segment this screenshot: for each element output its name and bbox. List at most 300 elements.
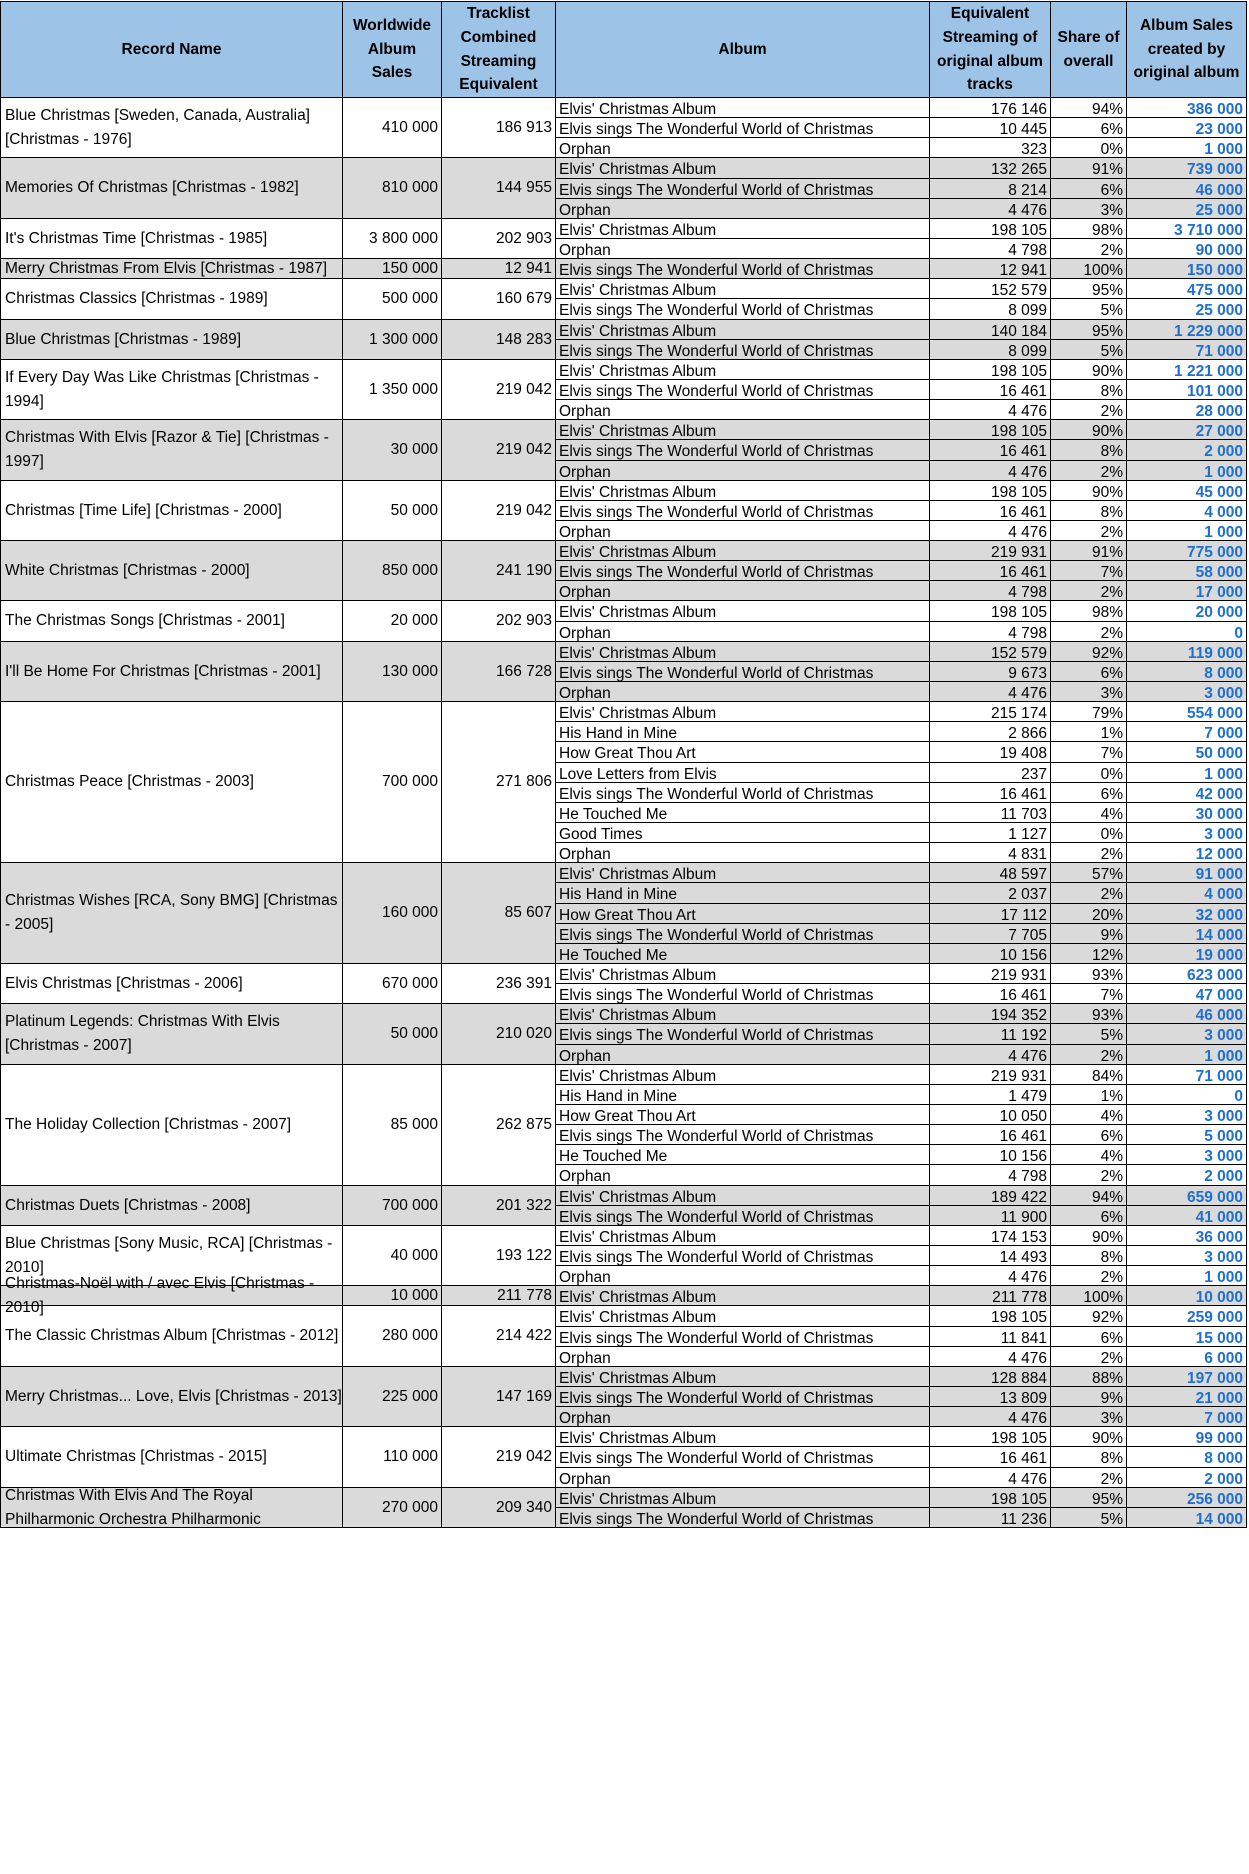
worldwide-album-sales: 85 000 [343,1065,442,1186]
album-sales-created: 14 000 [1127,924,1247,944]
equivalent-streaming: 10 445 [930,118,1051,138]
album-name: Elvis sings The Wonderful World of Christmas [556,1387,930,1407]
album-sales-created: 623 000 [1127,964,1247,984]
worldwide-album-sales: 270 000 [343,1488,442,1528]
album-sales-created: 46 000 [1127,1004,1247,1024]
album-sales-created: 42 000 [1127,783,1247,803]
combined-streaming-equivalent: 241 190 [442,541,556,601]
album-name: Good Times [556,823,930,843]
worldwide-album-sales: 225 000 [343,1367,442,1427]
share-of-overall: 2% [1051,521,1127,541]
worldwide-album-sales: 110 000 [343,1427,442,1488]
share-of-overall: 6% [1051,1206,1127,1226]
album-name: Elvis' Christmas Album [556,541,930,561]
album-sales-created: 1 000 [1127,521,1247,541]
share-of-overall: 3% [1051,1407,1127,1427]
record-name: Christmas Duets [Christmas - 2008] [0,1186,343,1226]
album-name: Elvis sings The Wonderful World of Christmas [556,1125,930,1145]
share-of-overall: 98% [1051,601,1127,622]
share-of-overall: 4% [1051,1105,1127,1125]
album-sales-created: 23 000 [1127,118,1247,138]
equivalent-streaming: 16 461 [930,1125,1051,1145]
album-name: How Great Thou Art [556,904,930,924]
album-sales-created: 4 000 [1127,883,1247,904]
record-name: Blue Christmas [Christmas - 1989] [0,320,343,360]
equivalent-streaming: 14 493 [930,1246,1051,1266]
share-of-overall: 2% [1051,1468,1127,1488]
album-sales-created: 50 000 [1127,742,1247,763]
worldwide-album-sales: 130 000 [343,642,442,702]
combined-streaming-equivalent: 202 903 [442,219,556,259]
share-of-overall: 90% [1051,1427,1127,1447]
album-sales-created: 775 000 [1127,541,1247,561]
album-name: Elvis sings The Wonderful World of Christmas [556,783,930,803]
worldwide-album-sales: 160 000 [343,863,442,964]
share-of-overall: 5% [1051,1024,1127,1045]
share-of-overall: 98% [1051,219,1127,239]
album-name: Elvis' Christmas Album [556,1306,930,1327]
album-name: He Touched Me [556,803,930,823]
equivalent-streaming: 237 [930,763,1051,783]
header-equivalent-streaming: Equivalent Streaming of original album tracks [930,1,1051,98]
record-name: The Christmas Songs [Christmas - 2001] [0,601,343,642]
record-name: Elvis Christmas [Christmas - 2006] [0,964,343,1004]
share-of-overall: 0% [1051,138,1127,158]
album-name: Elvis' Christmas Album [556,642,930,662]
share-of-overall: 7% [1051,742,1127,763]
album-name: Elvis sings The Wonderful World of Christmas [556,662,930,682]
share-of-overall: 92% [1051,642,1127,662]
album-name: He Touched Me [556,1145,930,1165]
share-of-overall: 93% [1051,964,1127,984]
equivalent-streaming: 12 941 [930,259,1051,279]
equivalent-streaming: 16 461 [930,440,1051,461]
record-name: Blue Christmas [Sony Music, RCA] [Christmas - 2010] [0,1226,343,1286]
record-name: Merry Christmas From Elvis [Christmas - 1987] [0,259,343,279]
combined-streaming-equivalent: 144 955 [442,158,556,219]
share-of-overall: 2% [1051,581,1127,601]
equivalent-streaming: 198 105 [930,420,1051,440]
album-sales-created: 27 000 [1127,420,1247,440]
equivalent-streaming: 152 579 [930,642,1051,662]
album-sales-created: 3 000 [1127,1105,1247,1125]
album-sales-created: 150 000 [1127,259,1247,279]
share-of-overall: 2% [1051,622,1127,642]
share-of-overall: 6% [1051,1327,1127,1347]
album-sales-created: 259 000 [1127,1306,1247,1327]
album-sales-created: 19 000 [1127,944,1247,964]
share-of-overall: 4% [1051,1145,1127,1165]
worldwide-album-sales: 280 000 [343,1306,442,1367]
album-name: Elvis sings The Wonderful World of Christmas [556,179,930,199]
album-name: Elvis' Christmas Album [556,481,930,501]
share-of-overall: 3% [1051,682,1127,702]
album-sales-created: 1 000 [1127,1266,1247,1286]
record-name: The Classic Christmas Album [Christmas - 2012] [0,1306,343,1367]
record-name: Christmas Wishes [RCA, Sony BMG] [Christmas - 2005] [0,863,343,964]
combined-streaming-equivalent: 219 042 [442,481,556,541]
share-of-overall: 57% [1051,863,1127,883]
equivalent-streaming: 198 105 [930,481,1051,501]
album-sales-created: 1 229 000 [1127,320,1247,340]
equivalent-streaming: 4 476 [930,1407,1051,1427]
album-sales-created: 20 000 [1127,601,1247,622]
worldwide-album-sales: 410 000 [343,98,442,158]
album-sales-created: 36 000 [1127,1226,1247,1246]
album-name: Elvis sings The Wonderful World of Christmas [556,299,930,320]
equivalent-streaming: 198 105 [930,360,1051,380]
equivalent-streaming: 4 476 [930,1266,1051,1286]
equivalent-streaming: 8 099 [930,299,1051,320]
record-name: Memories Of Christmas [Christmas - 1982] [0,158,343,219]
header-share: Share of overall [1051,1,1127,98]
album-sales-created: 1 000 [1127,138,1247,158]
equivalent-streaming: 140 184 [930,320,1051,340]
share-of-overall: 6% [1051,662,1127,682]
album-sales-created: 475 000 [1127,279,1247,299]
record-name: Christmas With Elvis [Razor & Tie] [Christmas - 1997] [0,420,343,481]
equivalent-streaming: 11 192 [930,1024,1051,1045]
album-sales-created: 17 000 [1127,581,1247,601]
equivalent-streaming: 11 236 [930,1508,1051,1528]
album-sales-created: 30 000 [1127,803,1247,823]
equivalent-streaming: 1 127 [930,823,1051,843]
share-of-overall: 91% [1051,541,1127,561]
album-name: Elvis' Christmas Album [556,219,930,239]
album-sales-created: 7 000 [1127,722,1247,742]
share-of-overall: 9% [1051,924,1127,944]
equivalent-streaming: 198 105 [930,1306,1051,1327]
equivalent-streaming: 19 408 [930,742,1051,763]
combined-streaming-equivalent: 202 903 [442,601,556,642]
record-name: Christmas-Noël with / avec Elvis [Christmas - 2010] [0,1286,343,1306]
album-name: Elvis sings The Wonderful World of Christmas [556,561,930,581]
equivalent-streaming: 16 461 [930,984,1051,1004]
equivalent-streaming: 132 265 [930,158,1051,179]
share-of-overall: 8% [1051,1447,1127,1468]
album-name: Elvis sings The Wonderful World of Christmas [556,1327,930,1347]
share-of-overall: 2% [1051,239,1127,259]
equivalent-streaming: 16 461 [930,1447,1051,1468]
share-of-overall: 8% [1051,440,1127,461]
album-sales-created: 3 000 [1127,682,1247,702]
record-name: Christmas Peace [Christmas - 2003] [0,702,343,863]
equivalent-streaming: 323 [930,138,1051,158]
equivalent-streaming: 10 156 [930,1145,1051,1165]
combined-streaming-equivalent: 166 728 [442,642,556,702]
worldwide-album-sales: 50 000 [343,1004,442,1065]
equivalent-streaming: 11 900 [930,1206,1051,1226]
equivalent-streaming: 4 476 [930,400,1051,420]
header-worldwide-sales: Worldwide Album Sales [343,1,442,98]
equivalent-streaming: 4 798 [930,239,1051,259]
share-of-overall: 90% [1051,420,1127,440]
record-name: Christmas With Elvis And The Royal Philharmonic Orchestra Philharmonic [0,1488,343,1528]
album-name: Elvis sings The Wonderful World of Christmas [556,259,930,279]
album-sales-created: 554 000 [1127,702,1247,722]
share-of-overall: 0% [1051,823,1127,843]
equivalent-streaming: 4 476 [930,1347,1051,1367]
album-name: How Great Thou Art [556,742,930,763]
share-of-overall: 95% [1051,1488,1127,1508]
album-name: Orphan [556,1468,930,1488]
album-sales-created: 4 000 [1127,501,1247,521]
album-sales-created: 1 000 [1127,461,1247,481]
record-name: Ultimate Christmas [Christmas - 2015] [0,1427,343,1488]
equivalent-streaming: 211 778 [930,1286,1051,1306]
album-name: His Hand in Mine [556,1085,930,1105]
equivalent-streaming: 16 461 [930,501,1051,521]
album-name: His Hand in Mine [556,883,930,904]
share-of-overall: 90% [1051,1226,1127,1246]
record-name: Christmas [Time Life] [Christmas - 2000] [0,481,343,541]
worldwide-album-sales: 850 000 [343,541,442,601]
equivalent-streaming: 4 476 [930,1468,1051,1488]
album-name: Elvis sings The Wonderful World of Christmas [556,118,930,138]
equivalent-streaming: 11 841 [930,1327,1051,1347]
share-of-overall: 92% [1051,1306,1127,1327]
worldwide-album-sales: 40 000 [343,1226,442,1286]
equivalent-streaming: 189 422 [930,1186,1051,1206]
album-name: Orphan [556,581,930,601]
share-of-overall: 5% [1051,1508,1127,1528]
album-name: He Touched Me [556,944,930,964]
share-of-overall: 84% [1051,1065,1127,1085]
share-of-overall: 2% [1051,461,1127,481]
album-name: Orphan [556,1165,930,1186]
album-name: Elvis' Christmas Album [556,601,930,622]
album-name: Elvis sings The Wonderful World of Christmas [556,1206,930,1226]
combined-streaming-equivalent: 236 391 [442,964,556,1004]
combined-streaming-equivalent: 201 322 [442,1186,556,1226]
equivalent-streaming: 10 050 [930,1105,1051,1125]
share-of-overall: 20% [1051,904,1127,924]
album-sales-created: 8 000 [1127,1447,1247,1468]
album-name: Orphan [556,138,930,158]
equivalent-streaming: 16 461 [930,380,1051,400]
equivalent-streaming: 4 476 [930,682,1051,702]
album-name: Orphan [556,1347,930,1367]
share-of-overall: 6% [1051,118,1127,138]
combined-streaming-equivalent: 210 020 [442,1004,556,1065]
album-name: Elvis sings The Wonderful World of Christmas [556,924,930,944]
album-name: Elvis' Christmas Album [556,1004,930,1024]
share-of-overall: 95% [1051,320,1127,340]
combined-streaming-equivalent: 219 042 [442,420,556,481]
album-sales-created: 46 000 [1127,179,1247,199]
equivalent-streaming: 7 705 [930,924,1051,944]
share-of-overall: 100% [1051,1286,1127,1306]
worldwide-album-sales: 30 000 [343,420,442,481]
share-of-overall: 90% [1051,360,1127,380]
album-sales-created: 6 000 [1127,1347,1247,1367]
worldwide-album-sales: 810 000 [343,158,442,219]
equivalent-streaming: 198 105 [930,1427,1051,1447]
album-sales-created: 659 000 [1127,1186,1247,1206]
share-of-overall: 95% [1051,279,1127,299]
album-sales-created: 15 000 [1127,1327,1247,1347]
equivalent-streaming: 215 174 [930,702,1051,722]
equivalent-streaming: 1 479 [930,1085,1051,1105]
album-sales-created: 41 000 [1127,1206,1247,1226]
album-name: Elvis' Christmas Album [556,1488,930,1508]
album-name: Elvis sings The Wonderful World of Christmas [556,1447,930,1468]
album-name: Elvis' Christmas Album [556,279,930,299]
album-name: Elvis sings The Wonderful World of Christmas [556,380,930,400]
album-name: Elvis sings The Wonderful World of Christmas [556,1024,930,1045]
album-sales-created: 3 000 [1127,1246,1247,1266]
combined-streaming-equivalent: 209 340 [442,1488,556,1528]
equivalent-streaming: 2 037 [930,883,1051,904]
album-name: Orphan [556,682,930,702]
album-sales-created: 1 000 [1127,1045,1247,1065]
combined-streaming-equivalent: 219 042 [442,360,556,420]
album-name: Orphan [556,1045,930,1065]
share-of-overall: 7% [1051,984,1127,1004]
album-sales-created: 5 000 [1127,1125,1247,1145]
album-name: Love Letters from Elvis [556,763,930,783]
album-name: Elvis' Christmas Album [556,1367,930,1387]
album-name: Elvis' Christmas Album [556,1186,930,1206]
share-of-overall: 93% [1051,1004,1127,1024]
record-name: If Every Day Was Like Christmas [Christmas - 1994] [0,360,343,420]
album-name: Elvis' Christmas Album [556,1065,930,1085]
album-name: How Great Thou Art [556,1105,930,1125]
album-sales-created: 45 000 [1127,481,1247,501]
album-sales-created: 2 000 [1127,1468,1247,1488]
share-of-overall: 6% [1051,179,1127,199]
share-of-overall: 2% [1051,843,1127,863]
equivalent-streaming: 219 931 [930,964,1051,984]
equivalent-streaming: 152 579 [930,279,1051,299]
share-of-overall: 9% [1051,1387,1127,1407]
equivalent-streaming: 2 866 [930,722,1051,742]
combined-streaming-equivalent: 262 875 [442,1065,556,1186]
album-name: Elvis' Christmas Album [556,360,930,380]
album-sales-created: 386 000 [1127,98,1247,118]
equivalent-streaming: 17 112 [930,904,1051,924]
share-of-overall: 12% [1051,944,1127,964]
share-of-overall: 6% [1051,1125,1127,1145]
share-of-overall: 90% [1051,481,1127,501]
share-of-overall: 3% [1051,199,1127,219]
album-name: Elvis' Christmas Album [556,964,930,984]
album-sales-created: 0 [1127,622,1247,642]
equivalent-streaming: 4 798 [930,1165,1051,1186]
album-sales-created: 47 000 [1127,984,1247,1004]
record-name: The Holiday Collection [Christmas - 2007] [0,1065,343,1186]
album-sales-created: 256 000 [1127,1488,1247,1508]
equivalent-streaming: 4 476 [930,461,1051,481]
album-sales-created: 32 000 [1127,904,1247,924]
worldwide-album-sales: 670 000 [343,964,442,1004]
album-sales-created: 0 [1127,1085,1247,1105]
equivalent-streaming: 219 931 [930,541,1051,561]
equivalent-streaming: 4 476 [930,521,1051,541]
album-name: Elvis' Christmas Album [556,1427,930,1447]
album-sales-created: 7 000 [1127,1407,1247,1427]
share-of-overall: 2% [1051,1165,1127,1186]
album-sales-created: 90 000 [1127,239,1247,259]
album-name: His Hand in Mine [556,722,930,742]
worldwide-album-sales: 10 000 [343,1286,442,1306]
album-sales-created: 2 000 [1127,440,1247,461]
album-name: Orphan [556,239,930,259]
album-name: Orphan [556,622,930,642]
share-of-overall: 1% [1051,722,1127,742]
record-name: White Christmas [Christmas - 2000] [0,541,343,601]
combined-streaming-equivalent: 147 169 [442,1367,556,1427]
equivalent-streaming: 174 153 [930,1226,1051,1246]
record-name: It's Christmas Time [Christmas - 1985] [0,219,343,259]
share-of-overall: 1% [1051,1085,1127,1105]
equivalent-streaming: 219 931 [930,1065,1051,1085]
album-sales-created: 3 000 [1127,1024,1247,1045]
equivalent-streaming: 4 476 [930,199,1051,219]
equivalent-streaming: 198 105 [930,1488,1051,1508]
album-name: Orphan [556,521,930,541]
header-album-sales-created: Album Sales created by original album [1127,1,1247,98]
record-name: Christmas Classics [Christmas - 1989] [0,279,343,320]
share-of-overall: 4% [1051,803,1127,823]
combined-streaming-equivalent: 219 042 [442,1427,556,1488]
share-of-overall: 88% [1051,1367,1127,1387]
header-record-name: Record Name [0,1,343,98]
equivalent-streaming: 194 352 [930,1004,1051,1024]
album-sales-created: 1 221 000 [1127,360,1247,380]
equivalent-streaming: 4 476 [930,1045,1051,1065]
share-of-overall: 0% [1051,763,1127,783]
album-sales-created: 25 000 [1127,199,1247,219]
album-name: Elvis sings The Wonderful World of Christmas [556,501,930,521]
worldwide-album-sales: 50 000 [343,481,442,541]
equivalent-streaming: 16 461 [930,783,1051,803]
share-of-overall: 2% [1051,1347,1127,1367]
album-sales-created: 99 000 [1127,1427,1247,1447]
album-name: Elvis sings The Wonderful World of Christmas [556,340,930,360]
share-of-overall: 94% [1051,98,1127,118]
share-of-overall: 5% [1051,340,1127,360]
share-of-overall: 2% [1051,1266,1127,1286]
album-sales-created: 3 000 [1127,1145,1247,1165]
combined-streaming-equivalent: 271 806 [442,702,556,863]
record-name: I'll Be Home For Christmas [Christmas - 2001] [0,642,343,702]
combined-streaming-equivalent: 160 679 [442,279,556,320]
header-album: Album [556,1,930,98]
album-sales-created: 71 000 [1127,1065,1247,1085]
worldwide-album-sales: 1 300 000 [343,320,442,360]
combined-streaming-equivalent: 193 122 [442,1226,556,1286]
record-name: Platinum Legends: Christmas With Elvis [Christmas - 2007] [0,1004,343,1065]
album-name: Elvis sings The Wonderful World of Christmas [556,984,930,1004]
album-sales-created: 3 710 000 [1127,219,1247,239]
equivalent-streaming: 8 214 [930,179,1051,199]
album-sales-created: 71 000 [1127,340,1247,360]
album-name: Elvis' Christmas Album [556,702,930,722]
header-tracklist-streaming: Tracklist Combined Streaming Equivalent [442,1,556,98]
share-of-overall: 7% [1051,561,1127,581]
record-name: Merry Christmas... Love, Elvis [Christmas - 2013] [0,1367,343,1427]
share-of-overall: 8% [1051,380,1127,400]
album-sales-created: 21 000 [1127,1387,1247,1407]
equivalent-streaming: 4 798 [930,581,1051,601]
album-name: Orphan [556,1407,930,1427]
album-name: Elvis' Christmas Album [556,863,930,883]
album-sales-created: 3 000 [1127,823,1247,843]
share-of-overall: 94% [1051,1186,1127,1206]
album-sales-created: 119 000 [1127,642,1247,662]
combined-streaming-equivalent: 148 283 [442,320,556,360]
